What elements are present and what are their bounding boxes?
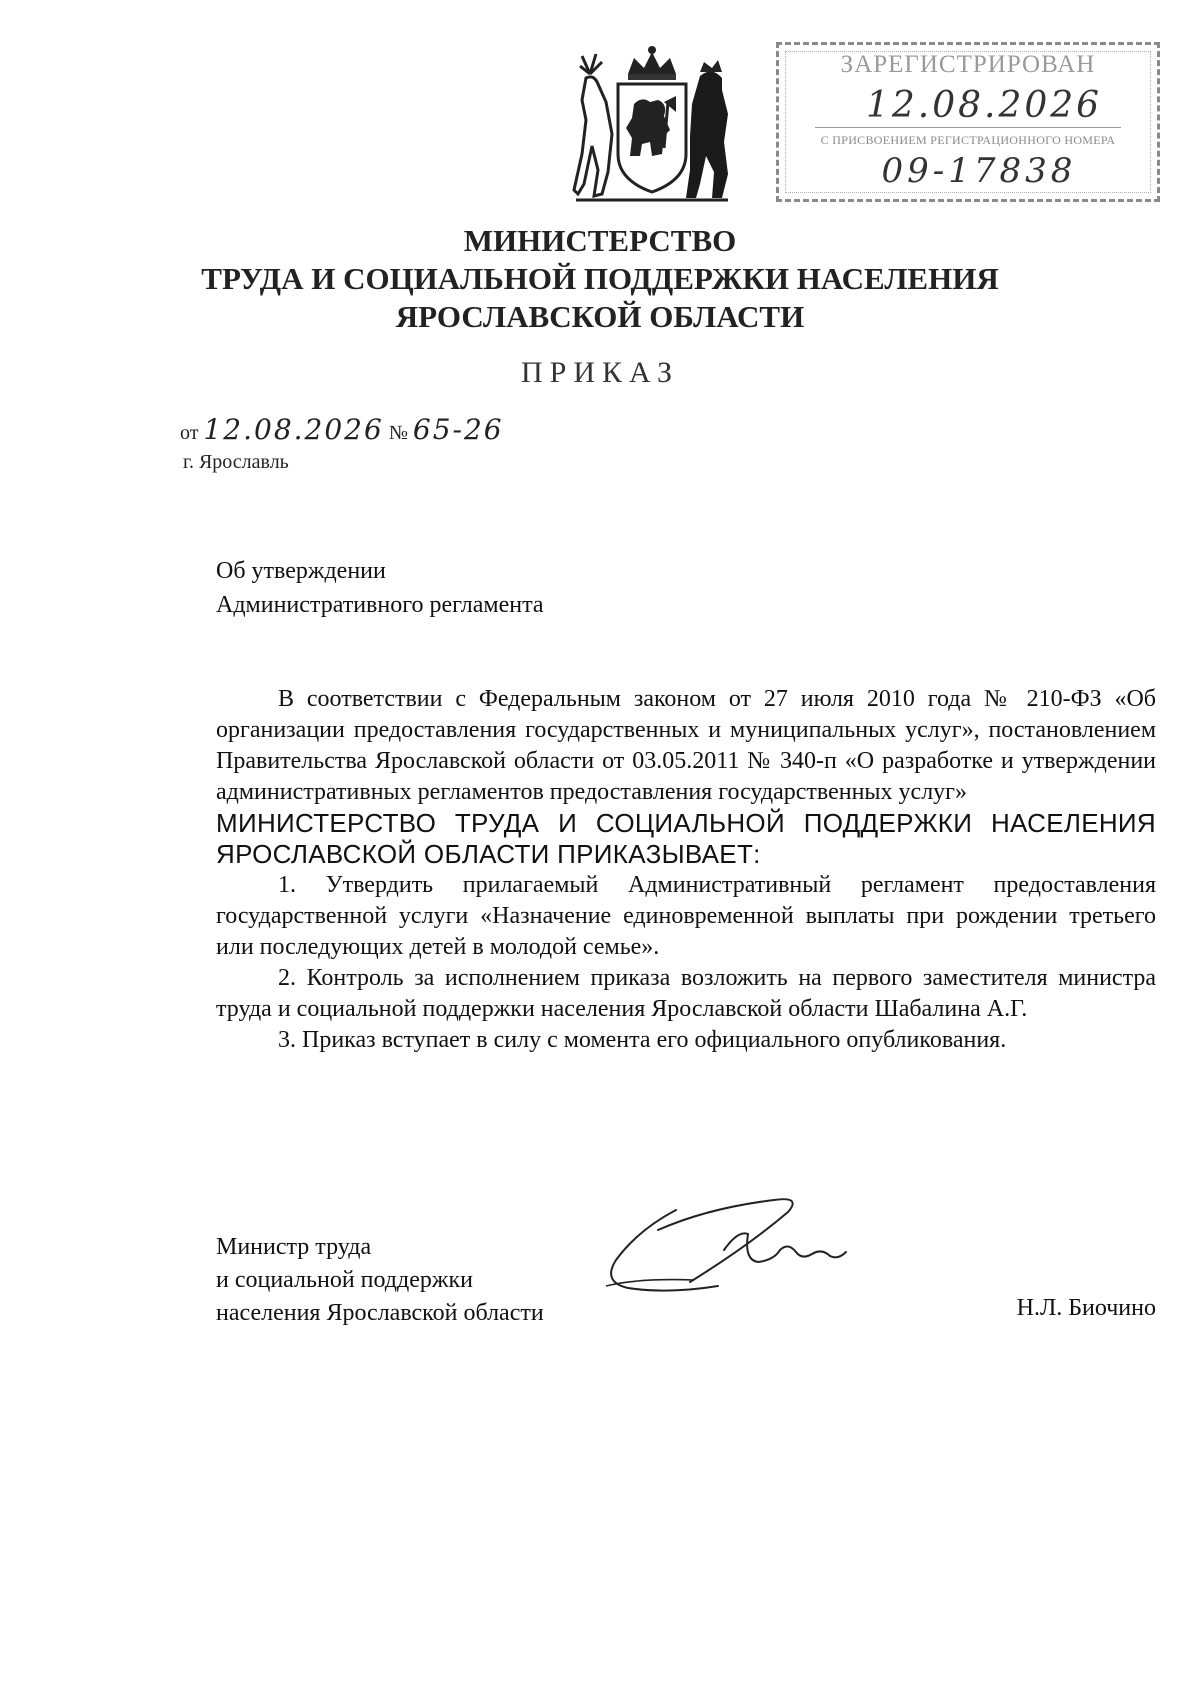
item-3-paragraph: 3. Приказ вступает в силу с момента его официального опубликования. — [278, 1027, 1007, 1053]
order-date: 12.08.2026 — [203, 413, 384, 446]
order-reference — [180, 413, 504, 446]
order-body — [216, 684, 1156, 1056]
stamp-date: 12.08.2026 — [865, 85, 1103, 126]
handwritten-signature — [598, 1190, 868, 1300]
directive-paragraph: МИНИСТЕРСТВО ТРУДА И СОЦИАЛЬНОЙ ПОДДЕРЖКИ НАСЕЛЕНИЯ ЯРОСЛАВСКОЙ ОБЛАСТИ ПРИКАЗЫВАЕТ: — [216, 808, 1156, 869]
order-from-label: от — [180, 422, 199, 444]
order-number: 65-26 — [412, 413, 504, 446]
order-city: г. Ярославль — [183, 451, 289, 473]
preamble-paragraph: В соответствии с Федеральным законом от 27 июля 2010 года № 210-ФЗ «Об организации предоставления государственных и муниципальных услуг», постановлением Правительства Ярославской области от 03.05.2011 № 340-п «О разработке и утверждении административных регламентов предоставления государственных услуг» — [216, 686, 1156, 805]
signer-title-line-3: населения Ярославской области — [216, 1300, 544, 1326]
header-line-3: ЯРОСЛАВСКОЙ ОБЛАСТИ — [395, 299, 805, 334]
organization-header — [0, 222, 1200, 336]
order-number-label: № — [388, 422, 408, 444]
stamp-heading: ЗАРЕГИСТРИРОВАН — [840, 51, 1096, 78]
document-type: ПРИКАЗ — [521, 356, 679, 389]
stamp-divider — [815, 127, 1121, 128]
stamp-subtitle: С ПРИСВОЕНИЕМ РЕГИСТРАЦИОННОГО НОМЕРА — [820, 133, 1116, 147]
signer-title-line-1: Министр труда — [216, 1234, 372, 1260]
item-2-paragraph: 2. Контроль за исполнением приказа возложить на первого заместителя министра труда и социальной поддержки населения Ярославской области Шабалина А.Г. — [216, 965, 1156, 1022]
signer-name: Н.Л. Биочино — [1016, 1295, 1156, 1321]
stamp-number: 09-17838 — [881, 151, 1077, 191]
coat-of-arms-emblem — [572, 44, 732, 206]
subject-line-1: Об утверждении — [216, 558, 386, 584]
signer-title — [216, 1231, 544, 1330]
signer-title-line-2: и социальной поддержки — [216, 1267, 473, 1293]
registration-stamp — [776, 42, 1160, 202]
order-subject — [216, 554, 544, 622]
subject-line-2: Административного регламента — [216, 592, 544, 618]
header-line-2: ТРУДА И СОЦИАЛЬНОЙ ПОДДЕРЖКИ НАСЕЛЕНИЯ — [201, 261, 999, 296]
header-line-1: МИНИСТЕРСТВО — [463, 223, 737, 258]
item-1-paragraph: 1. Утвердить прилагаемый Административный регламент предоставления государственной услуги «Назначение единовременной выплаты при рождении третьего или последующих детей в молодой семье». — [216, 872, 1156, 960]
